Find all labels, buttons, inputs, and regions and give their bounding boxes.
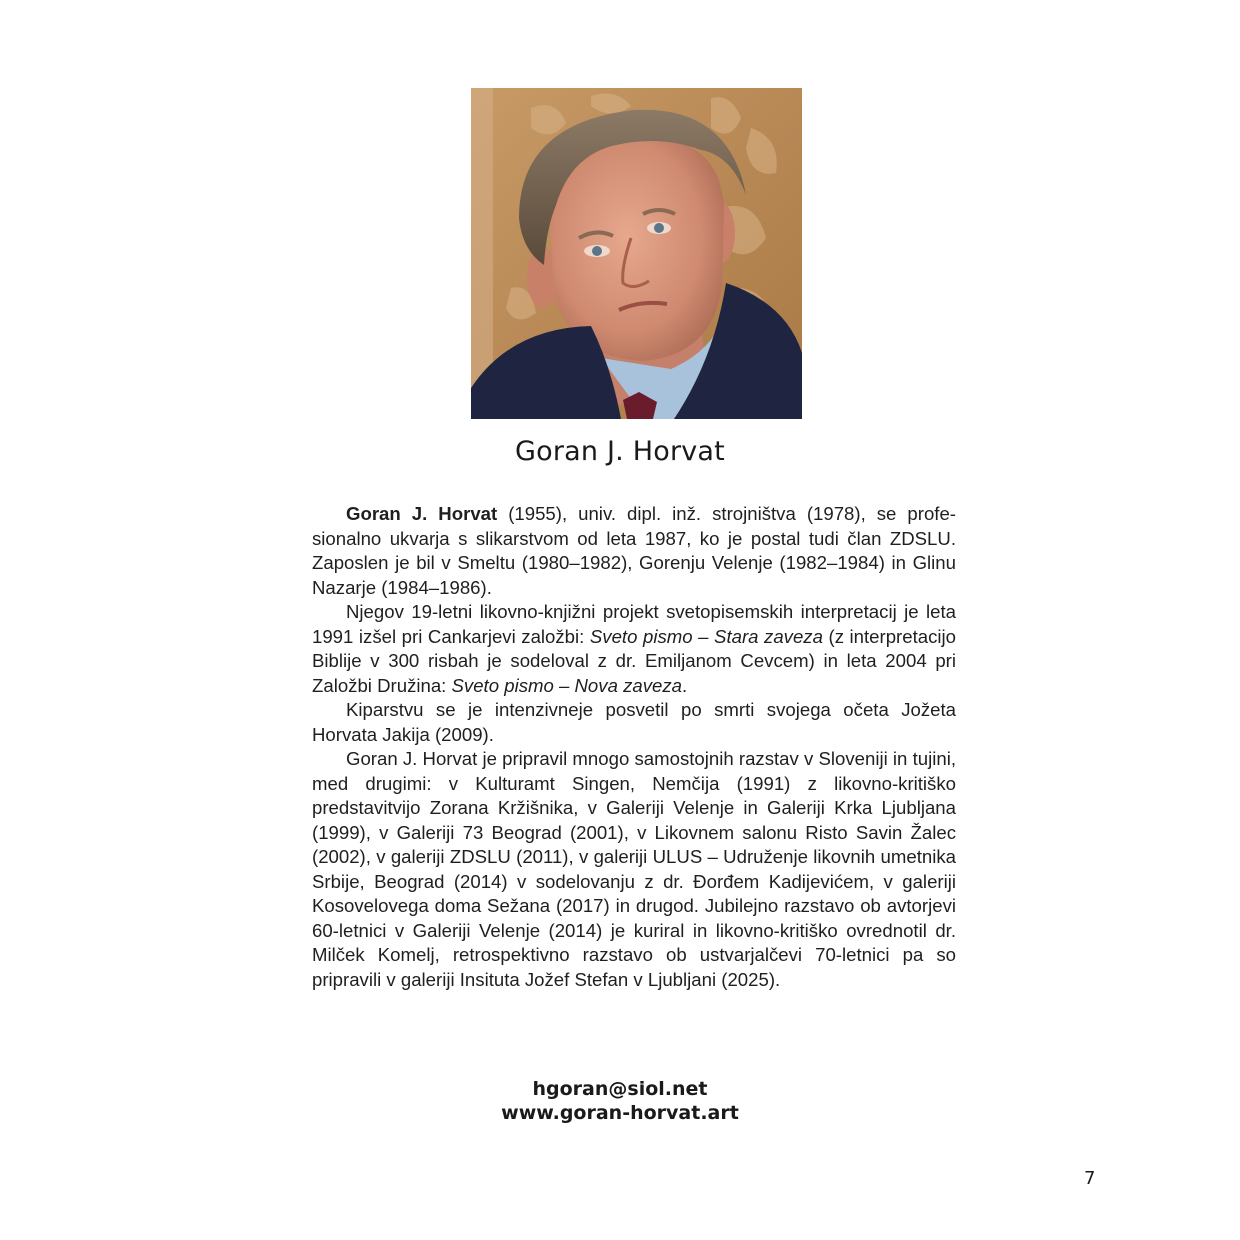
bio-paragraph-4: Goran J. Horvat je pripravil mnogo samostojnih razstav v Sloveniji in tujini, med drugimi: v Kulturamt Singen, Nemčija (1991) z likovno-kritiško predstavitvijo Zorana Kržišnika, v Galeriji Velenje in Galeriji Krka Ljubljana (1999), v Galeriji 73 Beograd (2001), v Likovnem salonu Risto Savin Žalec (2002), v galeriji ZDSLU (2011), v galeriji ULUS – Udruženje likovnih umetnika Srbije, Beograd (2014) v sodelovanju z dr. Đorđem Kadijevićem, v galeriji Kosovelovega doma Sežana (2017) in drugod. Jubilejno razstavo ob avtorjevi 60-letnici v Galeriji Velenje (2014) je kuriral in likovno-kritiško ovrednotil dr. Milček Komelj, retrospektivno razstavo ob ustvarjalčevi 70-letnici pa so pripravili v galeriji Insituta Jožef Stefan v Ljubljani (2025). (312, 748, 956, 990)
bio-paragraph-1-text: (1955), univ. dipl. inž. strojništva (1978), se profesionalno ukvarja s slikarstvom od leta 1987, ko je postal tudi član ZDSLU. Zaposlen je bil v Smeltu (1980–1982), Gorenju Velenje (1982–1984) in Glinu Nazarje (1984–1986). (312, 503, 956, 598)
author-name-bold: Goran J. Horvat (346, 503, 498, 524)
bio-paragraph-2-text-c: . (682, 674, 688, 696)
book-title-old-testament: Sveto pismo – Stara zaveza (589, 625, 823, 647)
page-number: 7 (1084, 1168, 1096, 1189)
biography (312, 502, 956, 992)
bio-paragraph-1 (312, 502, 956, 600)
contact-block (0, 1077, 1240, 1125)
book-title-new-testament: Sveto pismo – Nova zaveza (451, 674, 682, 696)
bio-paragraph-2-text-a: Njegov 19-letni likovno-knjižni projekt svetopisemskih interpretacij je leta 1991 izšel pri Cankarjevi založbi: (312, 601, 956, 647)
website-link[interactable]: www.goran-horvat.art (501, 1102, 739, 1124)
bio-paragraph-2 (312, 600, 956, 698)
portrait-illustration (471, 88, 802, 419)
author-name-heading: Goran J. Horvat (515, 436, 725, 467)
email-link[interactable]: hgoran@siol.net (532, 1078, 708, 1100)
bio-paragraph-3: Kiparstvu se je intenzivneje posvetil po smrti svojega očeta Jožeta Horvata Jakija (2009). (312, 699, 956, 745)
portrait-photo (471, 88, 802, 419)
bio-paragraph-2-text-b: (z interpretacijo Biblije v 300 risbah je sodeloval z dr. Emiljanom Cevcem) in leta 2004 pri Založbi Družina: (312, 625, 957, 696)
